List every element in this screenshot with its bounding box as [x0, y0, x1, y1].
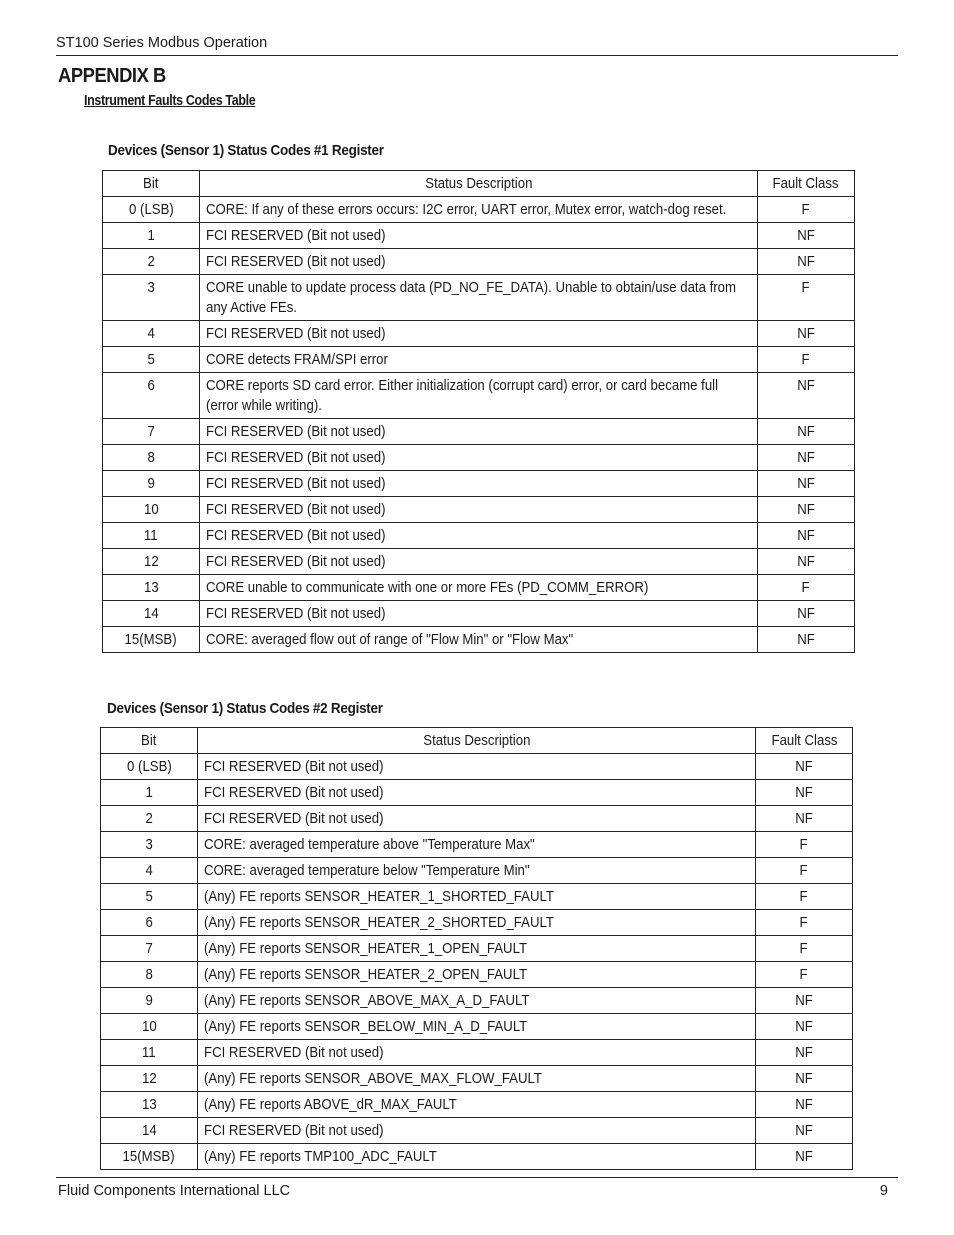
- description-cell: (Any) FE reports SENSOR_HEATER_2_SHORTED_FAULT: [197, 910, 755, 936]
- table-row: [103, 523, 855, 549]
- bit-cell: 12: [103, 549, 200, 575]
- status-codes-2-table: [100, 727, 853, 1170]
- description-cell: (Any) FE reports TMP100_ADC_FAULT: [197, 1144, 755, 1170]
- description-cell: FCI RESERVED (Bit not used): [199, 445, 757, 471]
- bit-cell: 4: [101, 858, 198, 884]
- bit-cell: 14: [103, 601, 200, 627]
- fault-class-cell: NF: [758, 419, 855, 445]
- description-cell: CORE unable to communicate with one or more FEs (PD_COMM_ERROR): [199, 575, 757, 601]
- fault-class-cell: NF: [758, 321, 855, 347]
- table-2-caption: Devices (Sensor 1) Status Codes #2 Register: [107, 700, 383, 717]
- fault-class-cell: NF: [756, 1144, 853, 1170]
- column-header-fault-class: Fault Class: [756, 728, 853, 754]
- fault-class-cell: F: [756, 858, 853, 884]
- table-row: [101, 1066, 853, 1092]
- table-row: [103, 347, 855, 373]
- description-cell: FCI RESERVED (Bit not used): [197, 1118, 755, 1144]
- bit-cell: 3: [103, 275, 200, 321]
- bit-cell: 8: [103, 445, 200, 471]
- fault-class-cell: F: [758, 347, 855, 373]
- fault-class-cell: F: [758, 275, 855, 321]
- table-row: [101, 1118, 853, 1144]
- bit-cell: 13: [101, 1092, 198, 1118]
- status-codes-1-table: [102, 170, 855, 653]
- bit-cell: 7: [103, 419, 200, 445]
- fault-class-cell: F: [756, 884, 853, 910]
- fault-class-cell: NF: [758, 627, 855, 653]
- bit-cell: 8: [101, 962, 198, 988]
- fault-class-cell: NF: [758, 249, 855, 275]
- description-cell: CORE: averaged temperature below "Temperature Min": [197, 858, 755, 884]
- fault-class-cell: NF: [756, 1014, 853, 1040]
- table-row: [103, 497, 855, 523]
- table-row: [103, 419, 855, 445]
- table-header-row: [101, 728, 853, 754]
- table-row: [101, 936, 853, 962]
- table-row: [101, 754, 853, 780]
- table-row: [103, 471, 855, 497]
- description-cell: FCI RESERVED (Bit not used): [197, 780, 755, 806]
- description-cell: (Any) FE reports SENSOR_BELOW_MIN_A_D_FAULT: [197, 1014, 755, 1040]
- table-row: [101, 780, 853, 806]
- footer-rule: [56, 1177, 898, 1178]
- table-row: [101, 1014, 853, 1040]
- bit-cell: 3: [101, 832, 198, 858]
- description-cell: (Any) FE reports ABOVE_dR_MAX_FAULT: [197, 1092, 755, 1118]
- table-row: [103, 601, 855, 627]
- description-cell: FCI RESERVED (Bit not used): [199, 549, 757, 575]
- running-header: ST100 Series Modbus Operation: [56, 35, 268, 51]
- bit-cell: 2: [103, 249, 200, 275]
- bit-cell: 4: [103, 321, 200, 347]
- fault-class-cell: NF: [756, 806, 853, 832]
- fault-class-cell: NF: [758, 373, 855, 419]
- bit-cell: 12: [101, 1066, 198, 1092]
- description-cell: CORE: averaged flow out of range of "Flow Min" or "Flow Max": [199, 627, 757, 653]
- description-cell: FCI RESERVED (Bit not used): [197, 1040, 755, 1066]
- appendix-subtitle: Instrument Faults Codes Table: [84, 93, 256, 109]
- fault-class-cell: NF: [758, 445, 855, 471]
- table-row: [101, 962, 853, 988]
- fault-class-cell: NF: [756, 988, 853, 1014]
- bit-cell: 5: [103, 347, 200, 373]
- footer-company: Fluid Components International LLC: [58, 1183, 291, 1199]
- table-row: [101, 1144, 853, 1170]
- bit-cell: 13: [103, 575, 200, 601]
- fault-class-cell: F: [756, 936, 853, 962]
- bit-cell: 1: [101, 780, 198, 806]
- description-cell: FCI RESERVED (Bit not used): [199, 523, 757, 549]
- bit-cell: 10: [103, 497, 200, 523]
- fault-class-cell: NF: [758, 497, 855, 523]
- table-1-caption: Devices (Sensor 1) Status Codes #1 Register: [108, 142, 384, 159]
- bit-cell: 5: [101, 884, 198, 910]
- description-cell: FCI RESERVED (Bit not used): [199, 471, 757, 497]
- bit-cell: 7: [101, 936, 198, 962]
- description-cell: FCI RESERVED (Bit not used): [197, 806, 755, 832]
- column-header-fault-class: Fault Class: [758, 171, 855, 197]
- description-cell: (Any) FE reports SENSOR_ABOVE_MAX_A_D_FAULT: [197, 988, 755, 1014]
- bit-cell: 11: [103, 523, 200, 549]
- description-cell: FCI RESERVED (Bit not used): [199, 321, 757, 347]
- bit-cell: 11: [101, 1040, 198, 1066]
- description-cell: FCI RESERVED (Bit not used): [199, 223, 757, 249]
- table-row: [101, 1092, 853, 1118]
- bit-cell: 0 (LSB): [101, 754, 198, 780]
- fault-class-cell: F: [756, 832, 853, 858]
- fault-class-cell: NF: [756, 1118, 853, 1144]
- table-row: [101, 884, 853, 910]
- description-cell: CORE: averaged temperature above "Temperature Max": [197, 832, 755, 858]
- table-row: [103, 321, 855, 347]
- appendix-title: APPENDIX B: [58, 65, 166, 87]
- description-cell: (Any) FE reports SENSOR_HEATER_1_SHORTED_FAULT: [197, 884, 755, 910]
- bit-cell: 2: [101, 806, 198, 832]
- description-cell: FCI RESERVED (Bit not used): [197, 754, 755, 780]
- column-header-description: Status Description: [197, 728, 755, 754]
- table-row: [103, 627, 855, 653]
- description-cell: FCI RESERVED (Bit not used): [199, 601, 757, 627]
- fault-class-cell: F: [756, 962, 853, 988]
- fault-class-cell: NF: [756, 780, 853, 806]
- fault-class-cell: NF: [758, 223, 855, 249]
- table-row: [103, 223, 855, 249]
- fault-class-cell: NF: [758, 549, 855, 575]
- bit-cell: 14: [101, 1118, 198, 1144]
- table-row: [101, 910, 853, 936]
- table-row: [103, 197, 855, 223]
- fault-class-cell: NF: [756, 1066, 853, 1092]
- fault-class-cell: F: [756, 910, 853, 936]
- fault-class-cell: NF: [756, 1040, 853, 1066]
- fault-class-cell: NF: [756, 754, 853, 780]
- fault-class-cell: NF: [756, 1092, 853, 1118]
- table-row: [103, 575, 855, 601]
- description-cell: FCI RESERVED (Bit not used): [199, 419, 757, 445]
- table-header-row: [103, 171, 855, 197]
- description-cell: CORE reports SD card error. Either initialization (corrupt card) error, or card became full (error while writing).: [199, 373, 757, 419]
- bit-cell: 6: [101, 910, 198, 936]
- bit-cell: 0 (LSB): [103, 197, 200, 223]
- header-rule: [56, 55, 898, 56]
- bit-cell: 15(MSB): [103, 627, 200, 653]
- description-cell: FCI RESERVED (Bit not used): [199, 497, 757, 523]
- table-row: [101, 858, 853, 884]
- description-cell: CORE unable to update process data (PD_NO_FE_DATA). Unable to obtain/use data from any Active FEs.: [199, 275, 757, 321]
- fault-class-cell: NF: [758, 523, 855, 549]
- bit-cell: 15(MSB): [101, 1144, 198, 1170]
- column-header-bit: Bit: [103, 171, 200, 197]
- table-row: [101, 988, 853, 1014]
- description-cell: (Any) FE reports SENSOR_ABOVE_MAX_FLOW_FAULT: [197, 1066, 755, 1092]
- table-row: [103, 275, 855, 321]
- fault-class-cell: F: [758, 575, 855, 601]
- fault-class-cell: NF: [758, 471, 855, 497]
- table-row: [101, 806, 853, 832]
- description-cell: (Any) FE reports SENSOR_HEATER_1_OPEN_FAULT: [197, 936, 755, 962]
- description-cell: CORE: If any of these errors occurs: I2C error, UART error, Mutex error, watch-dog reset.: [199, 197, 757, 223]
- table-row: [101, 1040, 853, 1066]
- description-cell: CORE detects FRAM/SPI error: [199, 347, 757, 373]
- bit-cell: 9: [101, 988, 198, 1014]
- description-cell: FCI RESERVED (Bit not used): [199, 249, 757, 275]
- table-row: [103, 373, 855, 419]
- bit-cell: 9: [103, 471, 200, 497]
- fault-class-cell: F: [758, 197, 855, 223]
- bit-cell: 1: [103, 223, 200, 249]
- table-row: [103, 549, 855, 575]
- fault-class-cell: NF: [758, 601, 855, 627]
- table-row: [103, 249, 855, 275]
- footer-page-number: 9: [879, 1183, 888, 1199]
- column-header-description: Status Description: [199, 171, 757, 197]
- bit-cell: 10: [101, 1014, 198, 1040]
- table-row: [101, 832, 853, 858]
- bit-cell: 6: [103, 373, 200, 419]
- description-cell: (Any) FE reports SENSOR_HEATER_2_OPEN_FAULT: [197, 962, 755, 988]
- column-header-bit: Bit: [101, 728, 198, 754]
- table-row: [103, 445, 855, 471]
